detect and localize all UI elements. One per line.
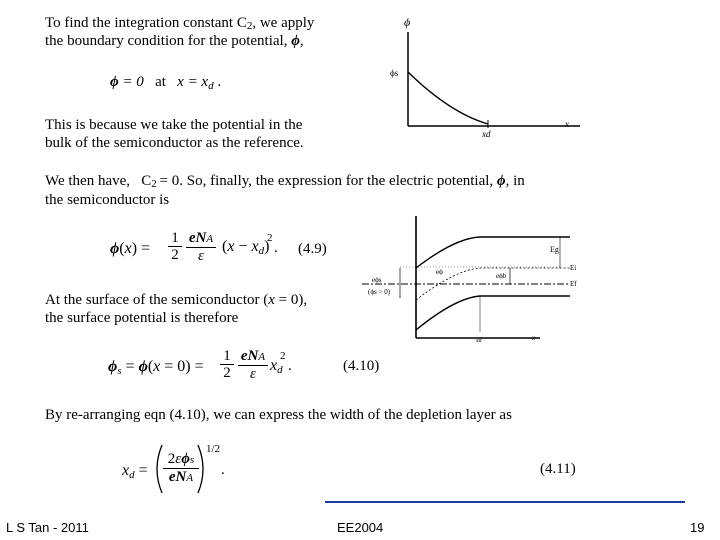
footer-rule bbox=[325, 501, 685, 503]
x-axis-label: x bbox=[565, 119, 569, 129]
equation-4-10-number: (4.10) bbox=[343, 358, 380, 374]
phi-s-label: ϕs bbox=[390, 68, 399, 78]
paragraph-1-line-1: To find the integration constant C2, we apply bbox=[45, 15, 315, 32]
potential-plot bbox=[380, 8, 585, 148]
paragraph-2-line-1: This is because we take the potential in the bbox=[45, 117, 303, 133]
paragraph-5: By re-arranging eqn (4.10), we can express the width of the depletion layer as bbox=[45, 407, 512, 423]
phis-gt0-label: (ϕs > 0) bbox=[368, 288, 391, 296]
eg-label: Eg bbox=[550, 245, 559, 254]
y-axis-label: ϕ bbox=[404, 15, 411, 29]
equation-4-9-number: (4.9) bbox=[298, 241, 327, 257]
paragraph-4-line-1: At the surface of the semiconductor (x = 0), bbox=[45, 292, 308, 308]
ei-label: Ei bbox=[570, 264, 577, 272]
ephis-label: eϕs bbox=[372, 276, 382, 284]
band-diagram bbox=[360, 212, 585, 350]
paragraph-2-line-2: bulk of the semiconductor as the reference. bbox=[45, 135, 304, 151]
ef-label: Ef bbox=[570, 280, 577, 288]
band-xd-label: xd bbox=[476, 338, 482, 344]
footer-course: EE2004 bbox=[337, 520, 384, 535]
footer-page-number: 19 bbox=[690, 520, 705, 535]
paragraph-3-line-1: We then have, C2 = 0. So, finally, the expression for the electric potential, ϕ, in bbox=[45, 173, 525, 190]
ephi-label: eϕ bbox=[436, 268, 443, 276]
xd-label: xd bbox=[482, 129, 491, 139]
boundary-condition: ϕ = 0 at $x = x_d$ . bbox=[110, 74, 222, 92]
paragraph-3-line-2: the semiconductor is bbox=[45, 192, 170, 208]
footer-author: L S Tan - 2011 bbox=[6, 520, 89, 535]
ephib-label: eϕb bbox=[496, 272, 507, 280]
equation-4-11-number: (4.11) bbox=[540, 461, 576, 477]
band-x-label: x bbox=[532, 334, 536, 342]
paragraph-4-line-2: the surface potential is therefore bbox=[45, 310, 239, 326]
paragraph-1-line-2: the boundary condition for the potential, ϕ, bbox=[45, 33, 304, 49]
